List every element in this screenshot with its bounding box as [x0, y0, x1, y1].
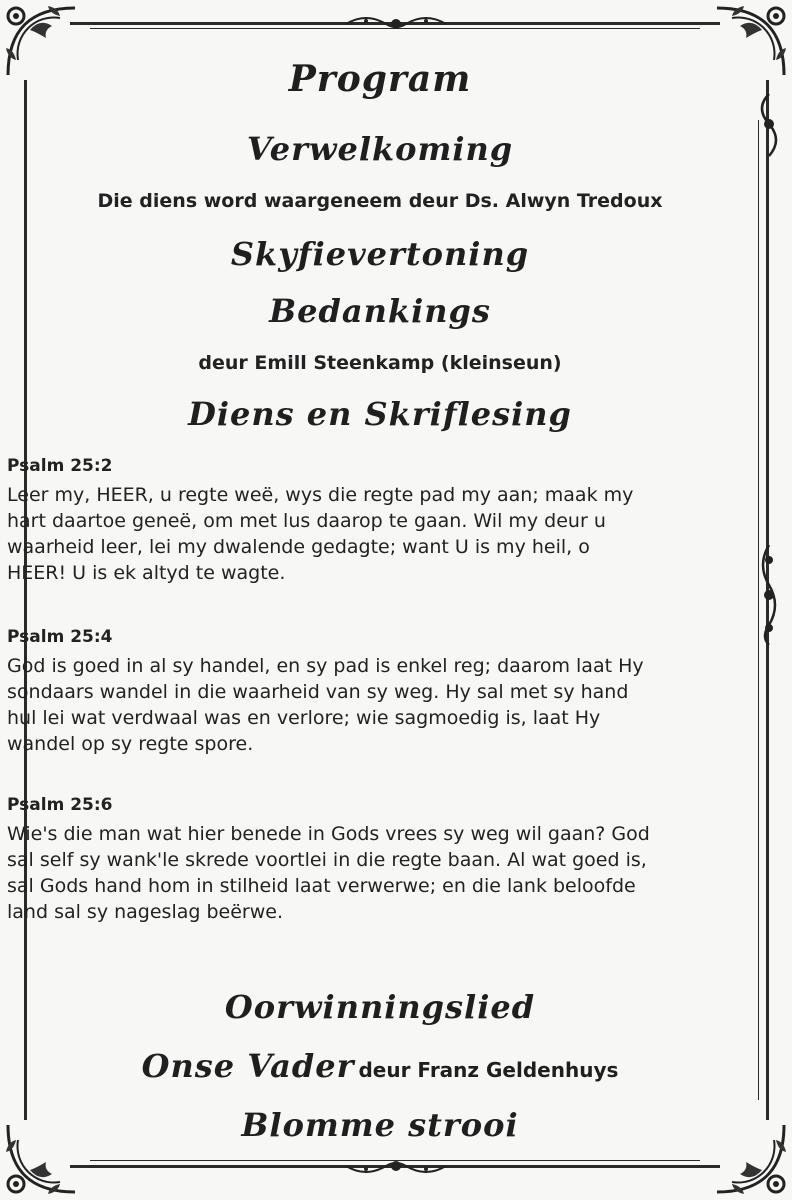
heading-welcome: Verwelkoming — [246, 130, 514, 168]
psalm-ref: Psalm 25:6 — [7, 795, 113, 815]
our-father-by: deur Franz Geldenhuys — [358, 1058, 619, 1082]
verse-line: Wie's die man wat hier benede in Gods vrees sy weg wil gaan? God — [7, 823, 650, 845]
verse-line: hul lei wat verdwaal was en verlore; wie sagmoedig is, laat Hy — [7, 707, 601, 729]
heading-slideshow: Skyfievertoning — [230, 235, 530, 273]
psalm-verse — [7, 653, 747, 757]
verse-line: HEER! U is ek altyd te wagte. — [7, 562, 286, 584]
verse-line: waarheid leer, lei my dwalende gedagte; want U is my heil, o — [7, 536, 590, 558]
psalm-verse — [7, 482, 747, 586]
heading-victory-song: Oorwinningslied — [224, 988, 536, 1026]
service-note: Die diens word waargeneem deur Ds. Alwyn Tredoux — [97, 190, 663, 212]
program-title: Program — [288, 58, 472, 100]
psalm-ref: Psalm 25:4 — [7, 627, 113, 647]
heading-flowers: Blomme strooi — [241, 1106, 519, 1144]
our-father-title: Onse Vader — [141, 1047, 355, 1085]
psalm-ref: Psalm 25:2 — [7, 456, 113, 476]
verse-line: God is goed in al sy handel, en sy pad is enkel reg; daarom laat Hy — [7, 655, 644, 677]
psalm-verse — [7, 821, 747, 925]
verse-line: Leer my, HEER, u regte weë, wys die regte pad my aan; maak my — [7, 484, 634, 506]
verse-line: sal Gods hand hom in stilheid laat verwerwe; en die lank beloofde — [7, 875, 636, 897]
verse-line: sondaars wandel in die waarheid van sy weg. Hy sal met sy hand — [7, 681, 629, 703]
thanks-by: deur Emill Steenkamp (kleinseun) — [198, 352, 562, 374]
heading-our-father — [0, 1047, 760, 1085]
heading-thanks: Bedankings — [269, 292, 491, 330]
heading-service-reading: Diens en Skriflesing — [188, 395, 572, 433]
verse-line: land sal sy nageslag beërwe. — [7, 901, 283, 923]
verse-line: wandel op sy regte spore. — [7, 733, 254, 755]
verse-line: hart daartoe geneë, om met lus daarop te gaan. Wil my deur u — [7, 510, 606, 532]
verse-line: sal self sy wank'le skrede voortlei in die regte baan. Al wat goed is, — [7, 849, 647, 871]
